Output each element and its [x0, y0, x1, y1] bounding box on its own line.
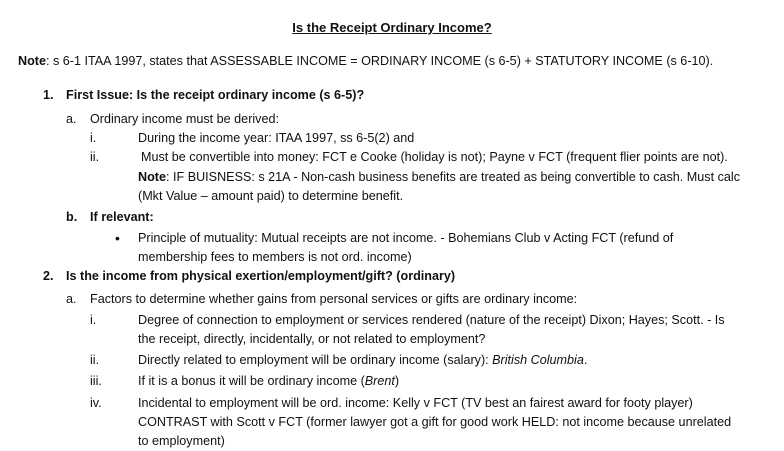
list-item-text-part: ) [394, 374, 400, 388]
page-title: Is the Receipt Ordinary Income? [292, 20, 492, 35]
list-item-text [138, 372, 399, 391]
section-2-sub-a-marker: a. [66, 292, 77, 306]
list-item-text-continued: the receipt, directly, incidentally, or not related to employment? [138, 332, 486, 346]
business-note-text: : IF BUISNESS: s 21A - Non-cash business benefits are treated as being convertible to cash. Must calc [166, 170, 740, 184]
list-item-text-part: . [583, 353, 588, 367]
business-note-continued: (Mkt Value – amount paid) to determine benefit. [138, 189, 404, 203]
business-note [138, 168, 740, 187]
note-label: Note [18, 54, 46, 68]
list-item-text: Must be convertible into money: FCT e Cooke (holiday is not); Payne v FCT (frequent flier points are not). [141, 150, 728, 164]
section-2-number: 2. [43, 269, 54, 283]
section-1-sub-b-heading: If relevant: [90, 210, 154, 224]
list-item-text-part: If it is a bonus it will be ordinary income ( [138, 374, 365, 388]
bullet-text: Principle of mutuality: Mutual receipts are not income. - Bohemians Club v Acting FCT (refund of [138, 231, 674, 245]
section-2-sub-a-text: Factors to determine whether gains from personal services or gifts are ordinary income: [90, 292, 578, 306]
section-1-sub-a-text: Ordinary income must be derived: [90, 112, 279, 126]
list-item-text: Incidental to employment will be ord. income: Kelly v FCT (TV best an fairest award for footy player) [138, 396, 693, 410]
list-item-marker: i. [90, 313, 97, 327]
case-name: Brent [364, 374, 395, 388]
list-item-marker: ii. [90, 150, 100, 164]
list-item-text: During the income year: ITAA 1997, ss 6-5(2) and [138, 131, 415, 145]
section-1-sub-a-marker: a. [66, 112, 77, 126]
list-item-marker: ii. [90, 353, 100, 367]
list-item-text-continued: to employment) [138, 434, 225, 448]
list-item-marker: iii. [90, 374, 102, 388]
list-item-text-part: Directly related to employment will be ordinary income (salary): [138, 353, 493, 367]
section-1-heading: First Issue: Is the receipt ordinary income (s 6-5)? [66, 88, 365, 102]
list-item-text-continued: CONTRAST with Scott v FCT (former lawyer got a gift for good work HELD: not income because unrelated [138, 415, 732, 429]
list-item-text [138, 351, 587, 370]
case-name: British Columbia [492, 353, 584, 367]
note-text: : s 6-1 ITAA 1997, states that ASSESSABLE INCOME = ORDINARY INCOME (s 6-5) + STATUTORY INCOME (s 6-10). [46, 54, 714, 68]
business-note-label: Note [138, 170, 166, 184]
intro-note [18, 52, 713, 71]
list-item-marker: i. [90, 131, 97, 145]
section-1-sub-b-marker: b. [66, 210, 78, 224]
list-item-text: Degree of connection to employment or services rendered (nature of the receipt) Dixon; Hayes; Scott. - Is [138, 313, 725, 327]
section-2-heading: Is the income from physical exertion/employment/gift? (ordinary) [66, 269, 456, 283]
section-1-number: 1. [43, 88, 54, 102]
bullet-text-continued: membership fees to members is not ord. income) [138, 250, 412, 264]
bullet-icon: • [115, 230, 120, 246]
list-item-marker: iv. [90, 396, 102, 410]
